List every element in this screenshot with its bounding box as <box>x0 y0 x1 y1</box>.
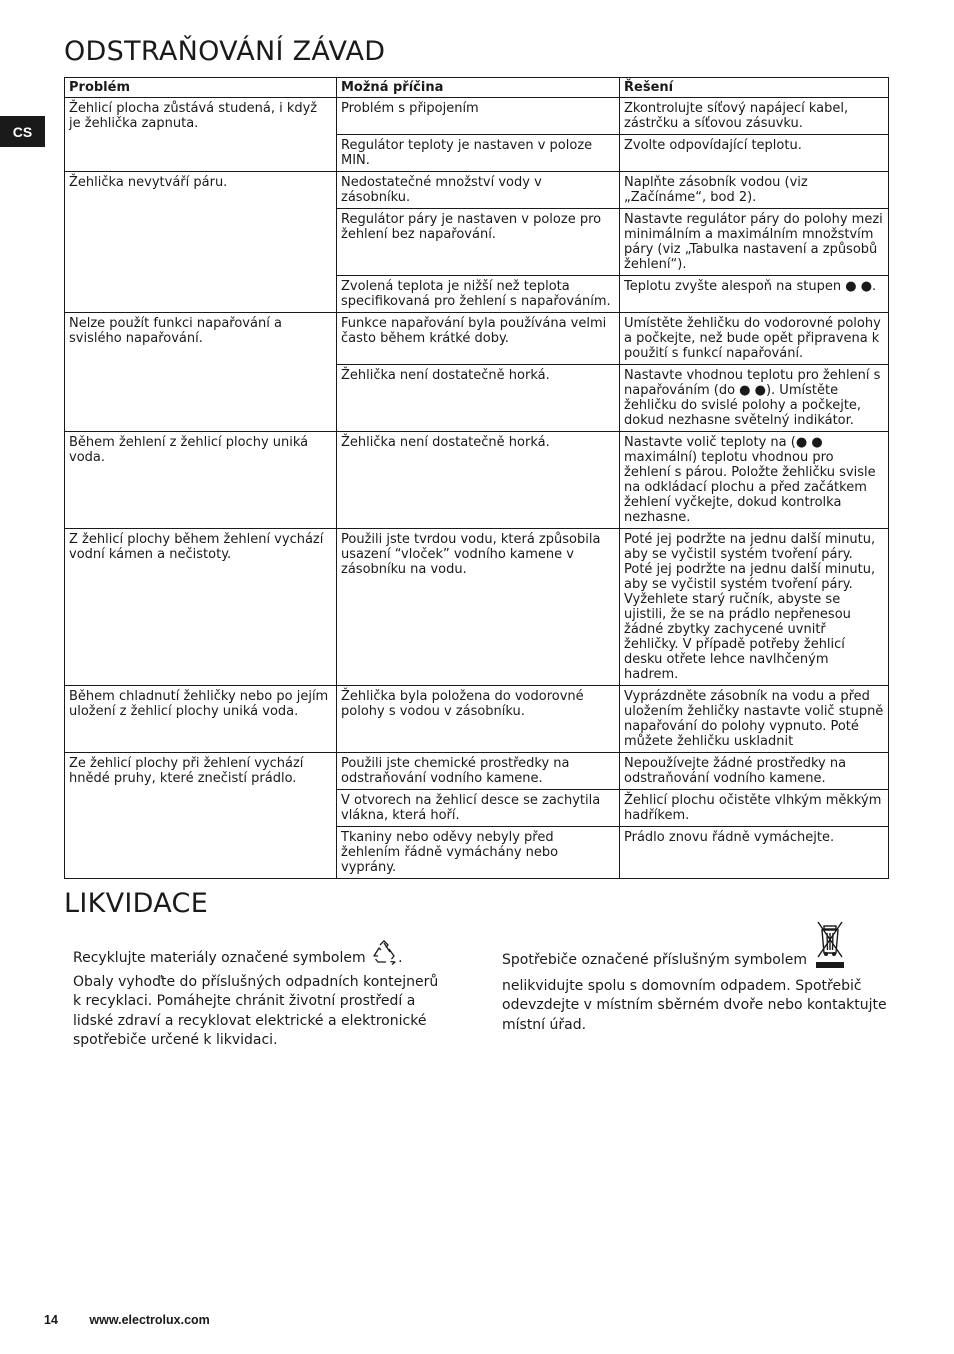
cause-cell: Problém s připojením <box>337 98 620 135</box>
solution-cell: Zvolte odpovídající teplotu. <box>620 135 889 172</box>
recycle-text-period: . <box>398 950 403 966</box>
header-solution: Řešení <box>620 78 889 98</box>
cause-cell: Žehlička není dostatečně horká. <box>337 432 620 529</box>
page-footer <box>44 1313 238 1327</box>
website-link[interactable]: www.electrolux.com <box>89 1313 210 1327</box>
cause-cell: Regulátor teploty je nastaven v poloze MIN. <box>337 135 620 172</box>
cause-cell: Tkaniny nebo oděvy nebyly před žehlením řádně vymáchány nebo vyprány. <box>337 827 620 879</box>
solution-cell: Nastavte volič teploty na (● ● maximální) teplotu vhodnou pro žehlení s párou. Položte žehličku svisle na odkládací plochu a před začátkem žehlení vyčkejte, dokud kontrolka nezhasne. <box>620 432 889 529</box>
solution-cell: Vyprázdněte zásobník na vodu a před uložením žehličky nastavte volič stupně napařování do polohy vypnuto. Poté můžete žehličku uskladnit <box>620 686 889 753</box>
solution-cell: Naplňte zásobník vodou (viz „Začínáme“, bod 2). <box>620 172 889 209</box>
recycle-text-line1: Recyklujte materiály označené symbolem <box>73 950 366 966</box>
disposal-recycling-text <box>73 940 448 1051</box>
table-row <box>65 172 889 209</box>
disposal-title: LIKVIDACE <box>64 888 209 919</box>
cause-cell: Žehlička byla položena do vodorovné polohy s vodou v zásobníku. <box>337 686 620 753</box>
cause-cell: Žehlička není dostatečně horká. <box>337 365 620 432</box>
table-row <box>65 432 889 529</box>
solution-cell: Nastavte regulátor páry do polohy mezi minimálním a maximálním množstvím páry (viz „Tabulka nastavení a způsobů žehlení“). <box>620 209 889 276</box>
solution-cell: Nastavte vhodnou teplotu pro žehlení s napařováním (do ● ●). Umístěte žehličku do svislé polohy a počkejte, dokud nezhasne světelný indikátor. <box>620 365 889 432</box>
page-number: 14 <box>44 1313 58 1327</box>
table-row <box>65 529 889 686</box>
table-header-row <box>65 78 889 98</box>
solution-cell: Nepoužívejte žádné prostředky na odstraňování vodního kamene. <box>620 753 889 790</box>
language-tab: CS <box>0 116 45 147</box>
problem-cell: Ze žehlicí plochy při žehlení vychází hnědé pruhy, které znečistí prádlo. <box>65 753 337 879</box>
solution-cell: Poté jej podržte na jednu další minutu, aby se vyčistil systém tvoření páry. Poté jej podržte na jednu další minutu, aby se vyčistil systém tvoření páry. Vyžehlete starý ručník, abyste se ujistili, že se na prádlo nepřenesou žádné zbytky zachycené uvnitř žehličky. V případě potřeby žehlicí desku otřete lehce navlhčeným hadrem. <box>620 529 889 686</box>
problem-cell: Během žehlení z žehlicí plochy uniká voda. <box>65 432 337 529</box>
problem-cell: Během chladnutí žehličky nebo po jejím uložení z žehlicí plochy uniká voda. <box>65 686 337 753</box>
recycle-text-body: Obaly vyhoďte do příslušných odpadních kontejnerů k recyklaci. Pomáhejte chránit životní prostředí a lidské zdraví a recyklovat elektrické a elektronické spotřebiče určené k likvidaci. <box>73 973 439 1048</box>
table-row <box>65 753 889 790</box>
cause-cell: Regulátor páry je nastaven v poloze pro žehlení bez napařování. <box>337 209 620 276</box>
solution-cell: Teplotu zvyšte alespoň na stupen ● ●. <box>620 276 889 313</box>
problem-cell: Z žehlicí plochy během žehlení vychází vodní kámen a nečistoty. <box>65 529 337 686</box>
solution-cell: Žehlicí plochu očistěte vlhkým měkkým hadříkem. <box>620 790 889 827</box>
solution-cell: Umístěte žehličku do vodorovné polohy a počkejte, než bude opět připravena k použití s funkcí napařování. <box>620 313 889 365</box>
problem-cell: Žehlicí plocha zůstává studená, i když je žehlička zapnuta. <box>65 98 337 172</box>
problem-cell: Žehlička nevytváří páru. <box>65 172 337 313</box>
table-row <box>65 98 889 135</box>
recycle-icon <box>370 940 398 973</box>
appliance-text-body: nelikvidujte spolu s domovním odpadem. Spotřebič odevzdejte v místním sběrném dvoře nebo kontaktujte místní úřad. <box>502 977 887 1033</box>
problem-cell: Nelze použít funkci napařování a svislého napařování. <box>65 313 337 432</box>
solution-cell: Prádlo znovu řádně vymáchejte. <box>620 827 889 879</box>
troubleshooting-title: ODSTRAŇOVÁNÍ ZÁVAD <box>64 36 386 67</box>
cause-cell: Použili jste chemické prostředky na odstraňování vodního kamene. <box>337 753 620 790</box>
crossed-bin-icon <box>815 920 845 977</box>
appliance-text-line1: Spotřebiče označené příslušným symbolem <box>502 952 807 968</box>
disposal-appliance-text <box>502 920 887 1035</box>
header-problem: Problém <box>65 78 337 98</box>
cause-cell: Použili jste tvrdou vodu, která způsobila usazení “vloček” vodního kamene v zásobníku na vodu. <box>337 529 620 686</box>
header-cause: Možná příčina <box>337 78 620 98</box>
table-row <box>65 686 889 753</box>
table-row <box>65 313 889 365</box>
cause-cell: V otvorech na žehlicí desce se zachytila vlákna, která hoří. <box>337 790 620 827</box>
cause-cell: Funkce napařování byla používána velmi často během krátké doby. <box>337 313 620 365</box>
cause-cell: Nedostatečné množství vody v zásobníku. <box>337 172 620 209</box>
cause-cell: Zvolená teplota je nižší než teplota specifikovaná pro žehlení s napařováním. <box>337 276 620 313</box>
troubleshooting-table <box>64 77 889 879</box>
solution-cell: Zkontrolujte síťový napájecí kabel, zástrčku a síťovou zásuvku. <box>620 98 889 135</box>
